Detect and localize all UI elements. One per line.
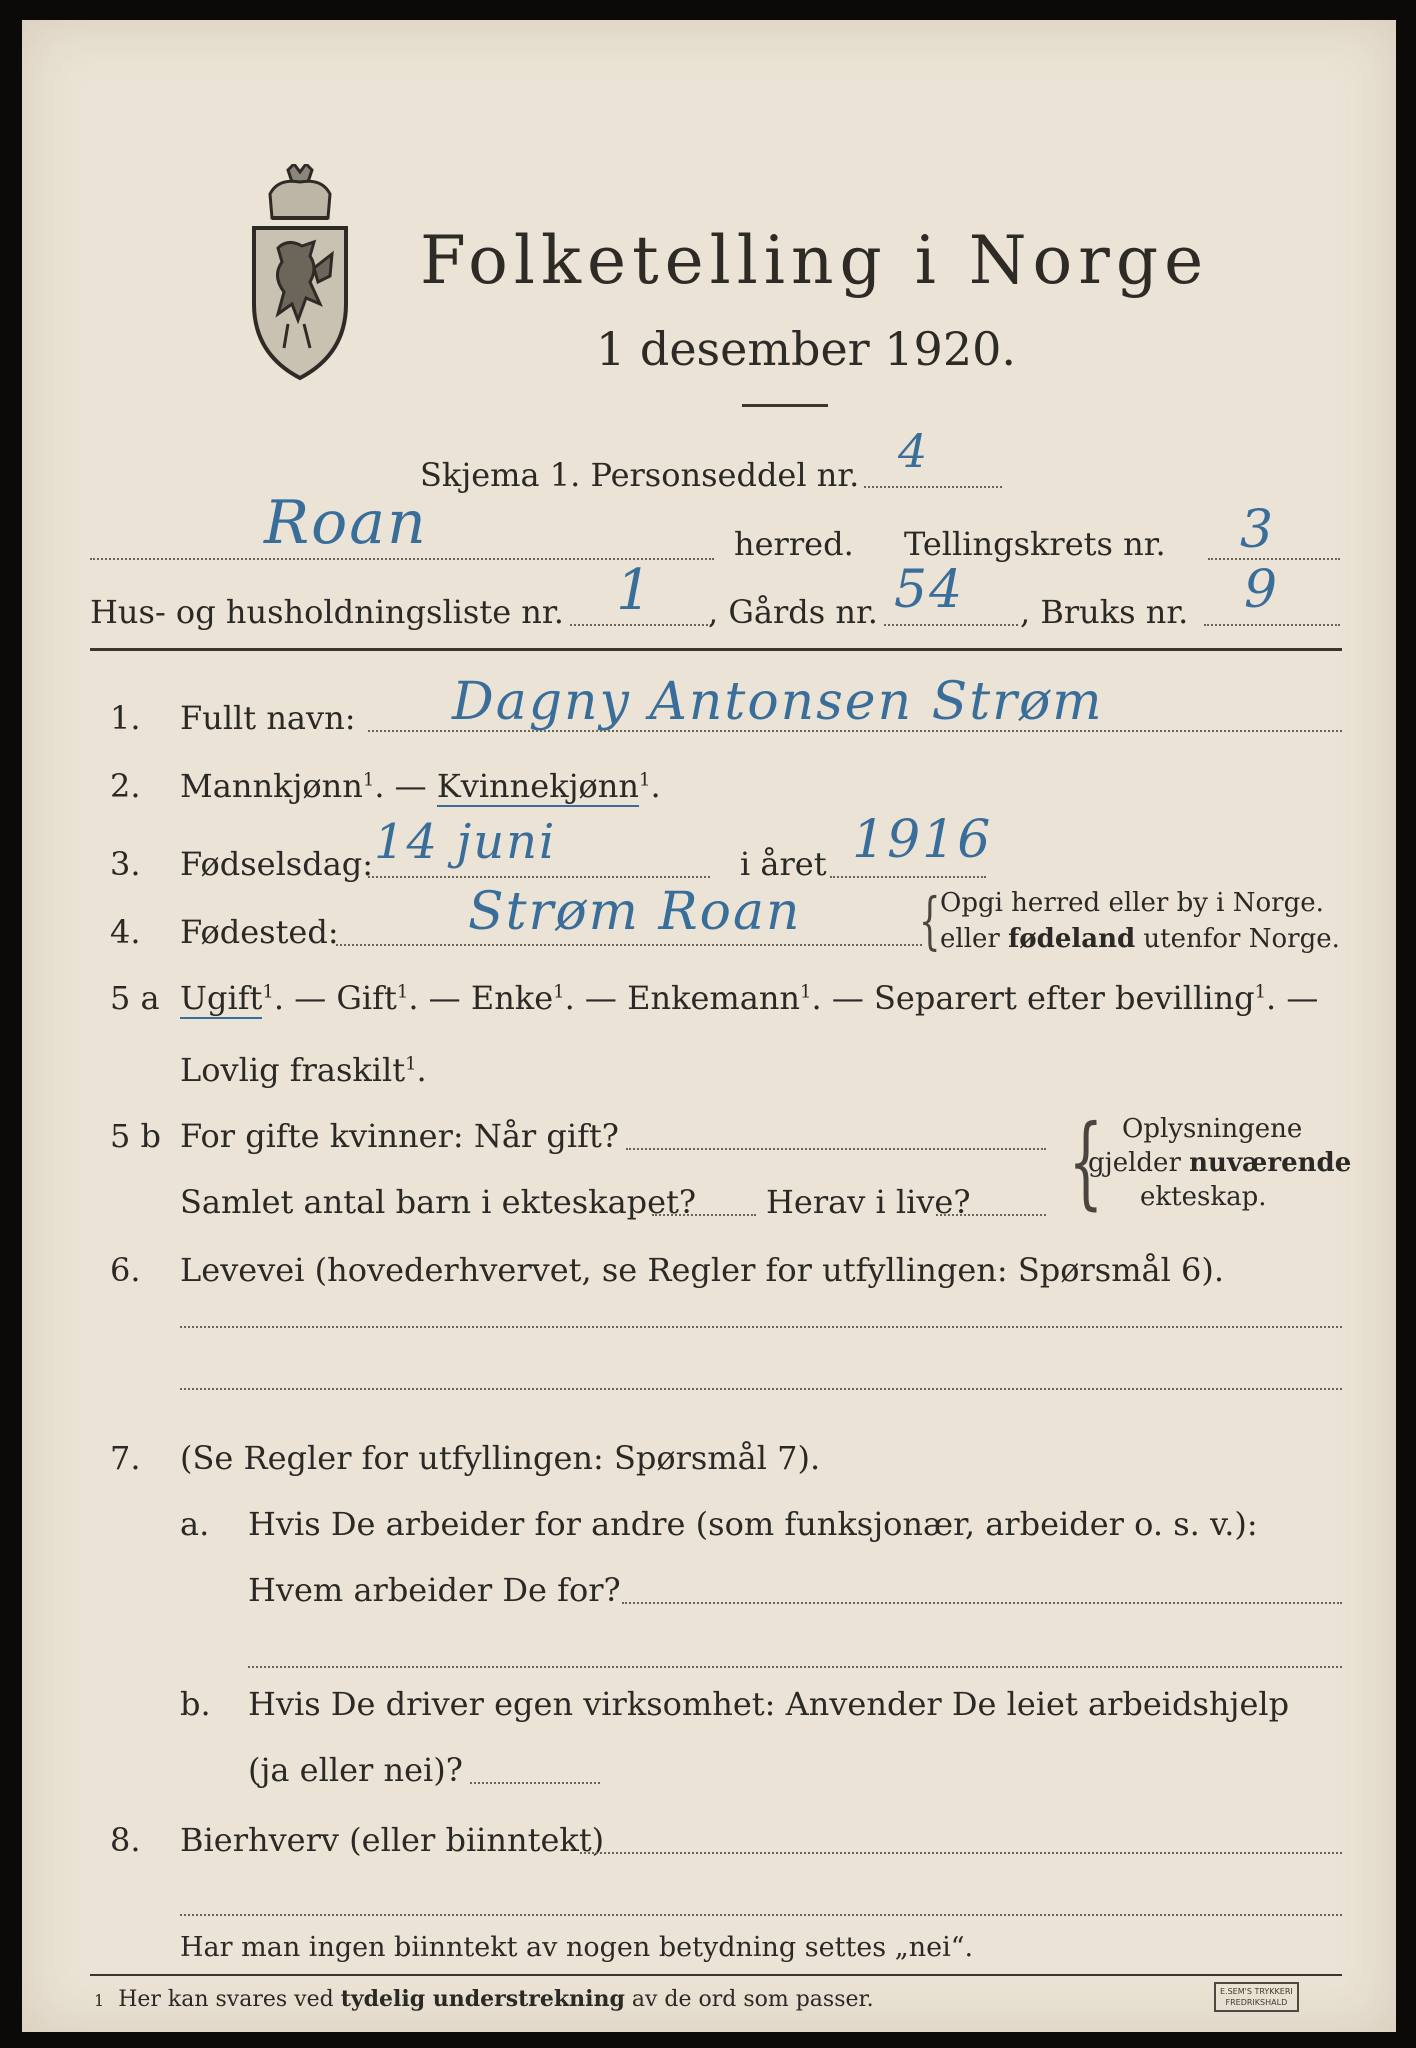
schema-label: Skjema 1. Personseddel nr. xyxy=(420,456,860,494)
q4-brace: { xyxy=(918,884,941,957)
herred-value[interactable]: Roan xyxy=(264,488,428,558)
q5b-children-line[interactable] xyxy=(652,1214,756,1216)
q6-label: Levevei (hovederhvervet, se Regler for utfyllingen: Spørsmål 6). xyxy=(180,1251,1225,1289)
q5a-options: Ugift$^1$. — Gift$^1$. — Enke$^1$. — Enkemann$^1$. — Separert efter bevilling$^1$. — xyxy=(180,979,1319,1017)
q5a-gift-option[interactable]: Gift xyxy=(336,979,397,1017)
q7a-employer-line[interactable] xyxy=(622,1602,1342,1604)
q7b-answer-line[interactable] xyxy=(470,1782,600,1784)
q5b-brace: { xyxy=(1068,1103,1104,1220)
q3-year-label: i året xyxy=(740,845,827,883)
printer-stamp: E.SEM'S TRYKKERI FREDRIKSHALD xyxy=(1214,1982,1299,2012)
schema-number-line xyxy=(864,486,1002,488)
bruks-value[interactable]: 9 xyxy=(1244,560,1280,620)
q6-line1[interactable] xyxy=(180,1326,1342,1328)
census-form xyxy=(22,20,1396,2032)
q5a-number: 5 a xyxy=(110,979,160,1017)
q4-number: 4. xyxy=(110,913,141,951)
form-subtitle: 1 desember 1920. xyxy=(596,322,1016,376)
q5b-alive-line[interactable] xyxy=(936,1214,1046,1216)
footnote: 1 Her kan svares ved tydelig understrekning av de ord som passer. xyxy=(94,1986,874,2012)
q8-line[interactable] xyxy=(580,1852,1342,1854)
q8-label: Bierhverv (eller biinntekt) xyxy=(180,1821,605,1859)
q5b-married-line[interactable] xyxy=(626,1148,1046,1150)
footnote-divider xyxy=(90,1974,1342,1976)
q3-number: 3. xyxy=(110,845,141,883)
q5b-label3: Herav i live? xyxy=(766,1183,971,1221)
q2-number: 2. xyxy=(110,767,141,805)
q7b-line1: Hvis De driver egen virksomhet: Anvender De leiet arbeidshjelp xyxy=(248,1685,1290,1723)
bruks-line xyxy=(1204,624,1340,626)
coat-of-arms-icon xyxy=(248,164,352,386)
tellingskrets-label: Tellingskrets nr. xyxy=(904,525,1166,563)
q7a-extra-line[interactable] xyxy=(248,1666,1342,1668)
q6-line2[interactable] xyxy=(180,1388,1342,1390)
form-title: Folketelling i Norge xyxy=(420,222,1210,299)
liste-line xyxy=(570,624,712,626)
liste-label: Hus- og husholdningsliste nr. xyxy=(90,593,564,631)
gards-label: , Gårds nr. xyxy=(708,593,878,631)
q1-number: 1. xyxy=(110,699,141,737)
q7a-line1: Hvis De arbeider for andre (som funksjonær, arbeider o. s. v.): xyxy=(248,1505,1258,1543)
title-divider xyxy=(742,404,828,407)
q3-year-value[interactable]: 1916 xyxy=(852,810,993,870)
q3-label: Fødselsdag: xyxy=(180,845,374,883)
q3-day-value[interactable]: 14 juni xyxy=(374,814,557,870)
no-income-note: Har man ingen biinntekt av nogen betydning settes „nei“. xyxy=(180,1932,974,1963)
q7b-number: b. xyxy=(180,1685,211,1723)
gards-value[interactable]: 54 xyxy=(894,560,965,620)
q1-label: Fullt navn: xyxy=(180,699,356,737)
q4-line xyxy=(336,944,922,946)
bruks-label: , Bruks nr. xyxy=(1020,593,1189,631)
q7b-line2: (ja eller nei)? xyxy=(248,1751,463,1789)
q6-number: 6. xyxy=(110,1251,141,1289)
q5b-number: 5 b xyxy=(110,1117,162,1155)
q7a-number: a. xyxy=(180,1505,210,1543)
q5b-note2: gjelder nuværende xyxy=(1088,1148,1352,1178)
q4-label: Fødested: xyxy=(180,913,339,951)
q2-female-option[interactable]: Kvinnekjønn xyxy=(436,767,639,805)
q5a-enkemann-option[interactable]: Enkemann xyxy=(627,979,801,1017)
q5a-ugift-option[interactable]: Ugift xyxy=(180,979,263,1017)
q5b-label1: For gifte kvinner: Når gift? xyxy=(180,1117,619,1155)
gards-line xyxy=(884,624,1018,626)
q5a-separert-option[interactable]: Separert efter bevilling xyxy=(874,979,1255,1017)
q8-line2[interactable] xyxy=(180,1914,1342,1916)
schema-number-value[interactable]: 4 xyxy=(898,424,930,478)
tellingskrets-value[interactable]: 3 xyxy=(1240,500,1276,560)
q5a-enke-option[interactable]: Enke xyxy=(470,979,554,1017)
q5b-note3: ekteskap. xyxy=(1140,1182,1267,1212)
q7a-line2: Hvem arbeider De for? xyxy=(248,1571,621,1609)
q4-birthplace-value[interactable]: Strøm Roan xyxy=(468,882,802,942)
q5b-note1: Oplysningene xyxy=(1122,1114,1303,1144)
q8-number: 8. xyxy=(110,1821,141,1859)
q5a-line2: Lovlig fraskilt$^1$. xyxy=(180,1051,427,1089)
q7-label: (Se Regler for utfyllingen: Spørsmål 7). xyxy=(180,1439,821,1477)
q7-number: 7. xyxy=(110,1439,141,1477)
liste-value[interactable]: 1 xyxy=(616,558,654,623)
q4-note-line2: eller fødeland utenfor Norge. xyxy=(940,924,1340,954)
q2-male-option[interactable]: Mannkjønn xyxy=(180,767,363,805)
herred-label: herred. xyxy=(734,525,854,563)
q2-options: Mannkjønn$^1$. — Kvinnekjønn$^1$. xyxy=(180,767,661,805)
q3-year-line xyxy=(830,876,986,878)
q4-note-line1: Opgi herred eller by i Norge. xyxy=(940,888,1324,918)
q3-day-line xyxy=(368,876,710,878)
q5b-label2: Samlet antal barn i ekteskapet? xyxy=(180,1183,697,1221)
q1-fullname-value[interactable]: Dagny Antonsen Strøm xyxy=(452,672,1104,732)
header-divider xyxy=(90,648,1342,651)
q5a-fraskilt-option[interactable]: Lovlig fraskilt xyxy=(180,1051,406,1089)
